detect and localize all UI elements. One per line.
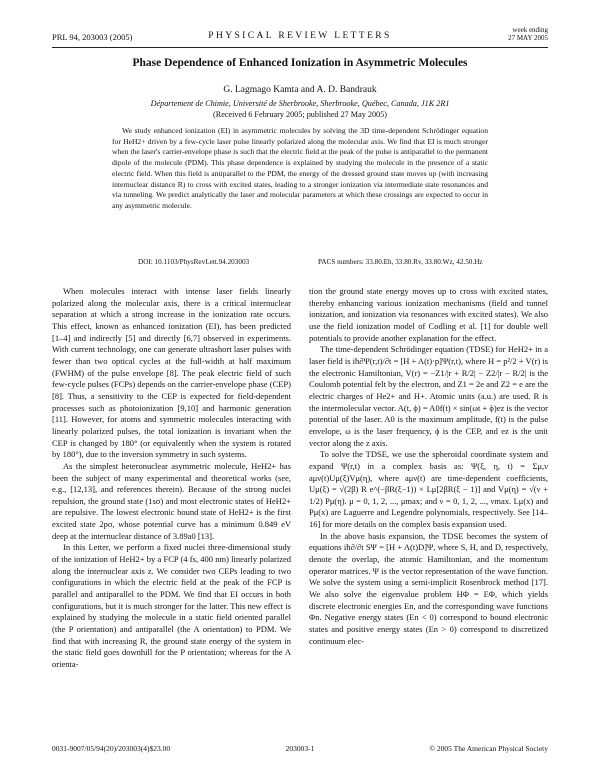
paragraph: When molecules interact with intense laser fields linearly polarized along the molecular axis, there is a critical internuclear separation at which a strong increase in the ionization rate occurs. This effect, known as enhanced ionization (EI), has been predicted [1–4] and indirectly [5] and directly [6,7] observed in experiments. With current technology, one can generate ultrashort laser pulses with fewer than two optical cycles at the full-width at half maximum (FWHM) of the pulse envelope [8]. The peak electric field of such few-cycle pulses (FCPs) depends on the carrier-envelope phase (CEP) [8]. Thus, a sensitivity to the CEP is expected for field-dependent processes such as photoionization [9,10] and harmonic generation [11]. However, for atoms and symmetric molecules interacting with linearly polarized pulses, the total ionization is invariant when the CEP is changed by 180° (or equivalently when the system is rotated by 180°), due to the inversion symmetry in such systems. [52,286,291,460]
abstract: We study enhanced ionization (EI) in asymmetric molecules by solving the 3D time-dependent Schrödinger equation for HeH2+ driven by a few-cycle laser pulse linearly polarized along the molecular axis. We find that EI is much stronger when the laser's carrier-envelope phase is such that the electric field at the peak of the pulse is antiparallel to the permanent dipole of the molecule (PDM). This phase dependence is explained by studying the molecule in the presence of a static electric field. When this field is antiparallel to the PDM, the energy of the dressed ground state moves up (with increasing internuclear distance R) to cross with excited states, leading to a stronger ionization via intermediate state resonances and via tunneling. We predict analytically the laser and molecular parameters at which these crossings are expected to occur in any asymmetric molecule. [112,126,488,210]
header-rule [52,47,548,48]
journal-ref: PRL 94, 203003 (2005) [52,32,133,42]
footer-code: 0031-9007/05/94(20)/203003(4)$23.00 [52,744,171,753]
paragraph: tion the ground state energy moves up to cross with excited states, thereby enhancing various ionization mechanisms (field and tunnel ionization, and ionization via resonances with excited states). We also use the field ionization model of Codling et al. [1] for double well potentials to provide another explanation for the effect. [309,286,548,343]
page-number: 203003-1 [285,744,315,753]
pacs-numbers: PACS numbers: 33.80.Eh, 33.80.Rv, 33.80.Wz, 42.50.Hz [318,258,483,266]
paragraph: To solve the TDSE, we use the spheroidal coordinate system and expand Ψ(r,t) in a complex basis as: Ψ(ξ, η, t) = Σμ,ν aμν(t)Uμ(ξ)Vμ(η), where aμν(t) are time-dependent coefficients, Uμ(ξ) = √(2β) R e^(−βR(ξ−1)) × Lμ[2βR(ξ − 1)] and Vμ(η) = √(ν + 1/2) Pμ(η). μ = 0, 1, 2, ..., μmax; and ν = 0, 1, 2, ..., νmax. Lμ(x) and Pμ(x) are Laguerre and Legendre polynomials, respectively. See [14–16] for more details on the complex basis expansion used. [309,449,548,530]
affiliation: Département de Chimie, Université de Sherbrooke, Sherbrooke, Québec, Canada, J1K 2R1 [150,99,450,108]
doi-link[interactable]: DOI: 10.1103/PhysRevLett.94.203003 [138,258,250,266]
paragraph: In this Letter, we perform a fixed nuclei three-dimensional study of the ionization of HeH2+ by a FCP (4 fs, 400 nm) linearly polarized along the internuclear axis z. We consider two CEPs leading to two configurations in which the electric field at the peak of the FCP is parallel and antiparallel to the PDM. We find that EI occurs in both configurations, but it is much stronger for the latter. This new effect is explained by studying the molecule in a static field oriented parallel (the P orientation) and antiparallel (the A orientation) to PDM. We find that with increasing R, the ground state energy of the system in the static field goes downhill for the P orientation; whereas for the A orienta- [52,542,291,669]
week-label: week ending [512,26,548,34]
body-column-left [52,286,291,671]
received-date: (Received 6 February 2005; published 27 May 2005) [213,110,387,119]
week-date: 27 MAY 2005 [508,34,548,42]
authors: G. Lagmago Kamta and A. D. Bandrauk [223,85,377,95]
paper-title: Phase Dependence of Enhanced Ionization in Asymmetric Molecules [132,57,468,69]
page-footer [52,744,548,754]
paragraph: As the simplest heteronuclear asymmetric molecule, HeH2+ has been the subject of many experimental and theoretical works (see, e.g., [12,13], and references therein). Because of the strong nuclei repulsion, the ground state (1sσ) and most electronic states of HeH2+ are repulsive. The lowest electronic bound state of HeH2+ is the first excited state 2pσ, whose potential curve has a minimum 0.849 eV deep at the internuclear distance of 3.89a0 [13]. [52,460,291,541]
running-header [52,24,548,46]
paragraph: In the above basis expansion, the TDSE becomes the system of equations iħ∂/∂t SΨ = [H + A(t)D]Ψ, where S, H, and D, respectively, denote the overlap, the atomic Hamiltonian, and the momentum operator matrices. Ψ is the vector representation of the wave function. We solve the system using a semi-implicit Rosenbrock method [17]. We also solve the eigenvalue problem HΦ = EΦ, which yields discrete electronic energies En, and the corresponding wave functions Φn. Negative energy states (En < 0) correspond to bound electronic states and positive energy states (En > 0) correspond to discretized continuum elec- [309,530,548,646]
journal-name: PHYSICAL REVIEW LETTERS [208,31,392,41]
issue-date [508,26,548,42]
copyright: © 2005 The American Physical Society [429,744,548,753]
body-column-right [309,286,548,647]
paragraph: The time-dependent Schrödinger equation (TDSE) for HeH2+ in a laser field is iħ∂Ψ(r,t)/∂t = [H + A(t)·p]Ψ(r,t), where H = p²/2 + V(r) is the electronic Hamiltonian, V(r) = −Z1/|r + R/2| − Z2/|r − R/2| is the Coulomb potential felt by the electron, and Z1 = 2e and Z2 = e are the electric charges of He2+ and H+. Atomic units (a.u.) are used. R is the intermolecular vector. A(t, ϕ) = A0f(t) × sin(ωt + ϕ)ez is the vector potential of the laser. A0 is the maximum amplitude, f(t) is the pulse envelope, ω is the laser frequency, ϕ is the CEP, and ez is the unit vector along the z axis. [309,344,548,448]
